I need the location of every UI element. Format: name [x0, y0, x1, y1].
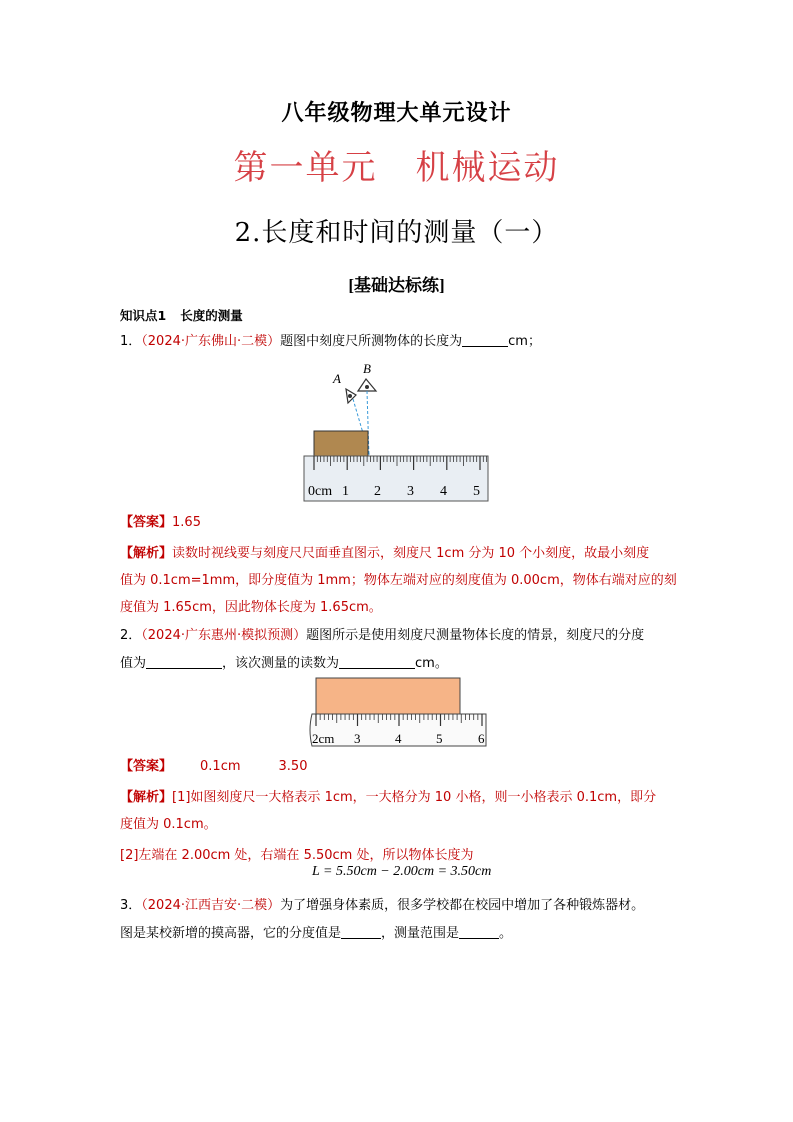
q3-blank-2	[459, 924, 499, 939]
q1-analysis-line-3: 度值为 1.65cm，因此物体长度为 1.65cm。	[120, 600, 382, 615]
q2-stem-a: 值为	[120, 656, 147, 671]
q2-source: （2024·广东惠州·模拟预测）	[141, 628, 307, 643]
q2-answer-1: 0.1cm	[200, 759, 241, 774]
q1-stem-text: 题图中刻度尺所测物体的长度为	[280, 334, 463, 349]
unit-number: 第一单元	[233, 148, 378, 188]
knowledge-point-label: 知识点1	[120, 308, 167, 323]
q2-analysis-label: 【解析】	[120, 790, 173, 805]
label-a: A	[333, 371, 341, 386]
q1-analysis-line-2: 值为 0.1cm=1mm，即分度值为 1mm；物体左端对应的刻度值为 0.00cm，物体右端对应的刻	[120, 573, 677, 588]
q2-stem-b: ，该次测量的读数为	[222, 656, 340, 671]
q2-answer-label: 【答案】	[120, 759, 173, 774]
q2-stem-c: cm。	[415, 656, 448, 671]
q1-stem	[120, 332, 541, 352]
label-b: B	[363, 361, 371, 376]
q3-blank-1	[341, 924, 381, 939]
ruler-label-6: 6	[478, 731, 485, 746]
q2-blank-1	[146, 654, 222, 669]
measured-block	[314, 431, 368, 456]
ruler-label-5: 5	[436, 731, 443, 746]
q1-answer	[120, 513, 201, 533]
knowledge-point-title: 长度的测量	[180, 308, 243, 323]
unit-title	[0, 140, 793, 189]
course-title: 八年级物理大单元设计	[281, 100, 512, 126]
q3-stem-c: 。	[499, 926, 513, 941]
q1-answer-blank	[462, 332, 508, 347]
ruler-label-3: 3	[407, 484, 414, 499]
ruler-label-0: 0cm	[308, 484, 333, 499]
q3-stem-line-1: 为了增强身体素质，很多学校都在校园中增加了各种锻炼器材。	[280, 898, 645, 913]
unit-name: 机械运动	[415, 148, 560, 188]
q2-ruler-figure	[308, 676, 490, 748]
q2-blank-2	[339, 654, 415, 669]
q1-stem-unit: cm；	[508, 334, 541, 349]
ruler-label-2: 2cm	[312, 731, 335, 746]
practice-label: [基础达标练]	[348, 276, 445, 295]
q1-answer-value: 1.65	[172, 515, 201, 530]
ruler-label-4: 4	[395, 731, 402, 746]
q3-stem-b: ，测量范围是	[381, 926, 460, 941]
knowledge-point-heading	[120, 306, 243, 324]
q1-number: 1．	[120, 334, 142, 349]
ruler-label-2: 2	[374, 484, 381, 499]
q1-ruler-figure	[300, 355, 500, 505]
q2-answer-2: 3.50	[278, 759, 308, 774]
q2-analysis-line-3: [2]左端在 2.00cm 处，右端在 5.50cm 处，所以物体长度为	[120, 848, 474, 863]
q1-analysis	[120, 540, 677, 621]
q2-equation: L = 5.50cm − 2.00cm = 3.50cm	[312, 864, 492, 879]
q1-analysis-label: 【解析】	[120, 546, 173, 561]
q2-analysis	[120, 784, 656, 869]
eye-b-icon	[358, 379, 376, 391]
q3-number: 3．	[120, 898, 142, 913]
q2-answer	[120, 757, 307, 777]
q2-number: 2．	[120, 628, 142, 643]
ruler-label-1: 1	[342, 484, 349, 499]
ruler-label-3: 3	[354, 731, 361, 746]
q1-analysis-line-1: 读数时视线要与刻度尺尺面垂直图示，刻度尺 1cm 分为 10 个小刻度，故最小刻度	[172, 546, 650, 561]
ruler-label-5: 5	[473, 484, 480, 499]
eye-a-icon	[346, 389, 356, 403]
q2-stem	[120, 622, 644, 678]
lesson-title: 2.长度和时间的测量（一）	[234, 218, 559, 248]
q3-stem-a: 图是某校新增的摸高器，它的分度值是	[120, 926, 342, 941]
q3-stem	[120, 892, 644, 948]
ruler-label-4: 4	[440, 484, 447, 499]
q2-stem-line-1: 题图所示是使用刻度尺测量物体长度的情景，刻度尺的分度	[306, 628, 645, 643]
q2-analysis-line-2: 度值为 0.1cm。	[120, 817, 217, 832]
q1-source: （2024·广东佛山·二模）	[141, 334, 281, 349]
measured-block	[316, 678, 460, 714]
q1-answer-label: 【答案】	[120, 515, 173, 530]
q2-analysis-line-1: [1]如图刻度尺一大格表示 1cm，一大格分为 10 小格，则一小格表示 0.1cm，即分	[172, 790, 657, 805]
q3-source: （2024·江西吉安·二模）	[141, 898, 281, 913]
